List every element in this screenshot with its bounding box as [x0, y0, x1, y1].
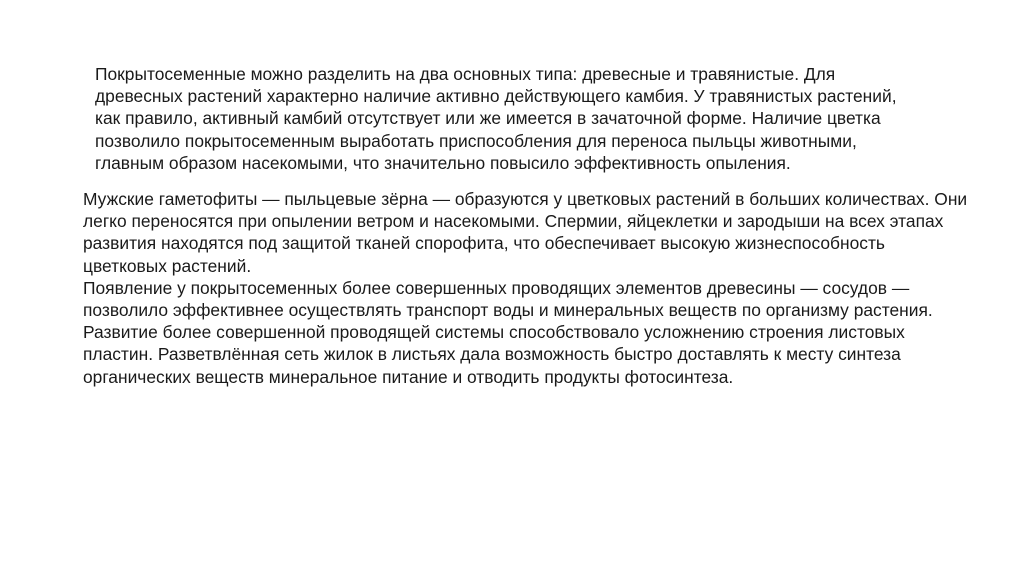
text-block-angiosperm-types: Покрытосеменные можно разделить на два основных типа: древесные и травянистые. Для древесных растений характерно наличие активно действующего камбия. У травянистых растений, как правило, активный камбий отсутствует или же имеется в зачаточной форме. Наличие цветка позволило покрытосеменным выработать приспособления для переноса пыльцы животными, главным образом насекомыми, что значительно повысило эффективность опыления. — [95, 64, 897, 173]
text-block-angiosperm-features — [83, 188, 973, 388]
paragraph-conducting-system: Появление у покрытосеменных более совершенных проводящих элементов древесины — сосудов — позволило эффективнее осуществлять транспорт воды и минеральных веществ по организму растения. Развитие более совершенной проводящей системы способствовало усложнению строения листовых пластин. Разветвлённая сеть жилок в листьях дала возможность быстро доставлять к месту синтеза органических веществ минеральное питание и отводить продукты фотосинтеза. — [83, 277, 933, 387]
paragraph-male-gametophytes: Мужские гаметофиты — пыльцевые зёрна — образуются у цветковых растений в больших количествах. Они легко переносятся при опылении ветром и насекомыми. Спермии, яйцеклетки и зародыши на всех этапах развития находятся под защитой тканей спорофита, что обеспечивает высокую жизнеспособность цветковых растений. — [83, 189, 968, 276]
